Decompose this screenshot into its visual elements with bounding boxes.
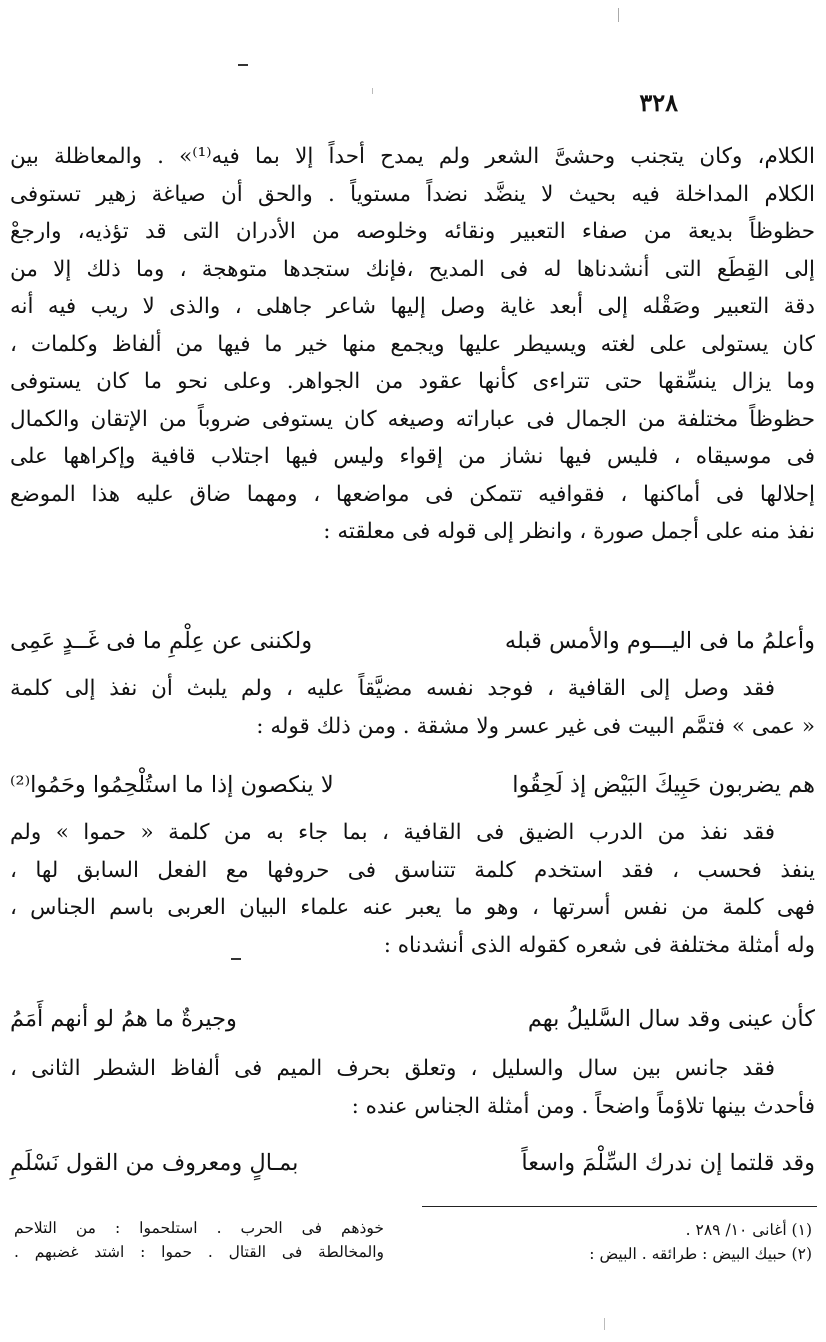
text-line: فأحدث بينها تلاؤماً واضحاً . ومن أمثلة الجناس عنده : bbox=[351, 1093, 815, 1119]
text-line: الكلام، وكان يتجنب وحشىَّ الشعر ولم يمدح أحداً إلا بما فيه⁽¹⁾» . والمعاظلة بين bbox=[10, 144, 815, 169]
verse-second-hemistich: ولكننى عن عِلْمِ ما فى غَــدٍ عَمِى bbox=[10, 628, 313, 654]
verse-second-hemistich: لا ينكصون إذا ما استُلْحِمُوا وحَمُوا⁽²⁾ bbox=[10, 772, 334, 798]
paragraph-3 bbox=[10, 814, 815, 964]
verse-second-hemistich: وجيرةٌ ما همُ لو أنهم أَمَمُ bbox=[10, 1006, 237, 1032]
paragraph-4 bbox=[10, 1050, 815, 1125]
paragraph-2 bbox=[10, 670, 815, 745]
text-line: فقد وصل إلى القافية ، فوجد نفسه مضيَّقاً عليه ، ولم يلبث أن نفذ إلى كلمة bbox=[10, 676, 775, 701]
text-line: ينفذ فحسب ، فقد استخدم كلمة تتناسق فى حروفها مع الفعل السابق لها ، bbox=[10, 857, 815, 883]
text-line: حظوظاً بديعة من صفاء التعبير ونقائه وخلوصه من الأدران التى قد تؤذيه، وارجعْ bbox=[10, 219, 815, 244]
scan-mark bbox=[238, 64, 248, 66]
footnotes-column-right bbox=[412, 1218, 812, 1266]
footnote-1: (١) أغانى ١٠/ ٢٨٩ . bbox=[685, 1221, 812, 1239]
text-line: فقد نفذ من الدرب الضيق فى القافية ، بما جاء به من كلمة « حموا » ولم bbox=[10, 820, 775, 845]
verse-first-hemistich: كأن عينى وقد سال السَّليلُ بهم bbox=[527, 1006, 815, 1032]
text-line: حظوظاً مختلفة من الجمال فى عباراته وصيغه كان يستوفى ضروباً من الإتقان والكمال bbox=[10, 406, 815, 432]
text-line: وله أمثلة مختلفة فى شعره كقوله الذى أنشدناه : bbox=[383, 932, 815, 958]
verse-first-hemistich: وقد قلتما إن ندرك السِّلْمَ واسعاً bbox=[521, 1150, 815, 1176]
paragraph-1 bbox=[10, 138, 815, 551]
text-line: إلى القِطَع التى أنشدناها له فى المديح ،فإنك ستجدها متوهجة ، وما ذلك إلا من bbox=[10, 256, 815, 282]
page-number: ٣٢٨ bbox=[639, 88, 678, 117]
verse-first-hemistich: وأعلمُ ما فى اليـــوم والأمس قبله bbox=[504, 628, 815, 654]
text-line: الكلام المداخلة فيه بحيث لا ينضَّد نضداً مستوياً . والحق أن صياغة زهير تستوفى bbox=[10, 181, 815, 207]
text-line: « عمى » فتمَّم البيت فى غير عسر ولا مشقة . ومن ذلك قوله : bbox=[256, 713, 815, 739]
scan-mark bbox=[604, 1318, 605, 1330]
verse-first-hemistich: هم يضربون حَبِيكَ البَيْض إذ لَحِقُوا bbox=[512, 772, 815, 798]
text-line: فقد جانس بين سال والسليل ، وتعلق بحرف الميم فى ألفاظ الشطر الثانى ، bbox=[10, 1056, 775, 1081]
scan-mark bbox=[618, 8, 619, 22]
footnote-2: (٢) حبيك البيض : طرائقه . البيض : bbox=[589, 1245, 812, 1263]
footnote-2-continued: والمخالطة فى القتال . حموا : اشتد غضبهم . bbox=[14, 1243, 384, 1261]
text-line: إحلالها فى أماكنها ، فقوافيه تتمكن فى مواضعها ، ومهما ضاق عليه هذا الموضع bbox=[10, 481, 815, 507]
scan-mark bbox=[372, 88, 373, 94]
footnotes-column-left bbox=[14, 1216, 384, 1264]
footnote-divider bbox=[422, 1206, 817, 1207]
text-line: فهى كلمة من نفس أسرتها ، وهو ما يعبر عنه علماء البيان العربى باسم الجناس ، bbox=[10, 895, 815, 920]
text-line: نفذ منه على أجمل صورة ، وانظر إلى قوله فى معلقته : bbox=[323, 519, 815, 544]
text-line: دقة التعبير وصَقْله إلى أبعد غاية وصل إليها شاعر جاهلى ، والذى لا ريب فيه أنه bbox=[10, 294, 815, 319]
footnote-2-continued: خوذهم فى الحرب . استلحموا : من التلاحم bbox=[14, 1219, 384, 1237]
verse-second-hemistich: بمـالٍ ومعروف من القول نَسْلَمِ bbox=[10, 1150, 299, 1176]
text-line: كان يستولى على لغته ويسيطر عليها ويجمع منها خير ما فيها من ألفاظ وكلمات ، bbox=[10, 331, 815, 357]
text-line: وما يزال ينسِّقها حتى تتراءى كأنها عقود من الجواهر. وعلى نحو ما كان يستوفى bbox=[10, 369, 815, 394]
text-line: فى موسيقاه ، فليس فيها نشاز من إقواء وليس فيها اجتلاب قافية وإكراهها على bbox=[10, 444, 815, 469]
